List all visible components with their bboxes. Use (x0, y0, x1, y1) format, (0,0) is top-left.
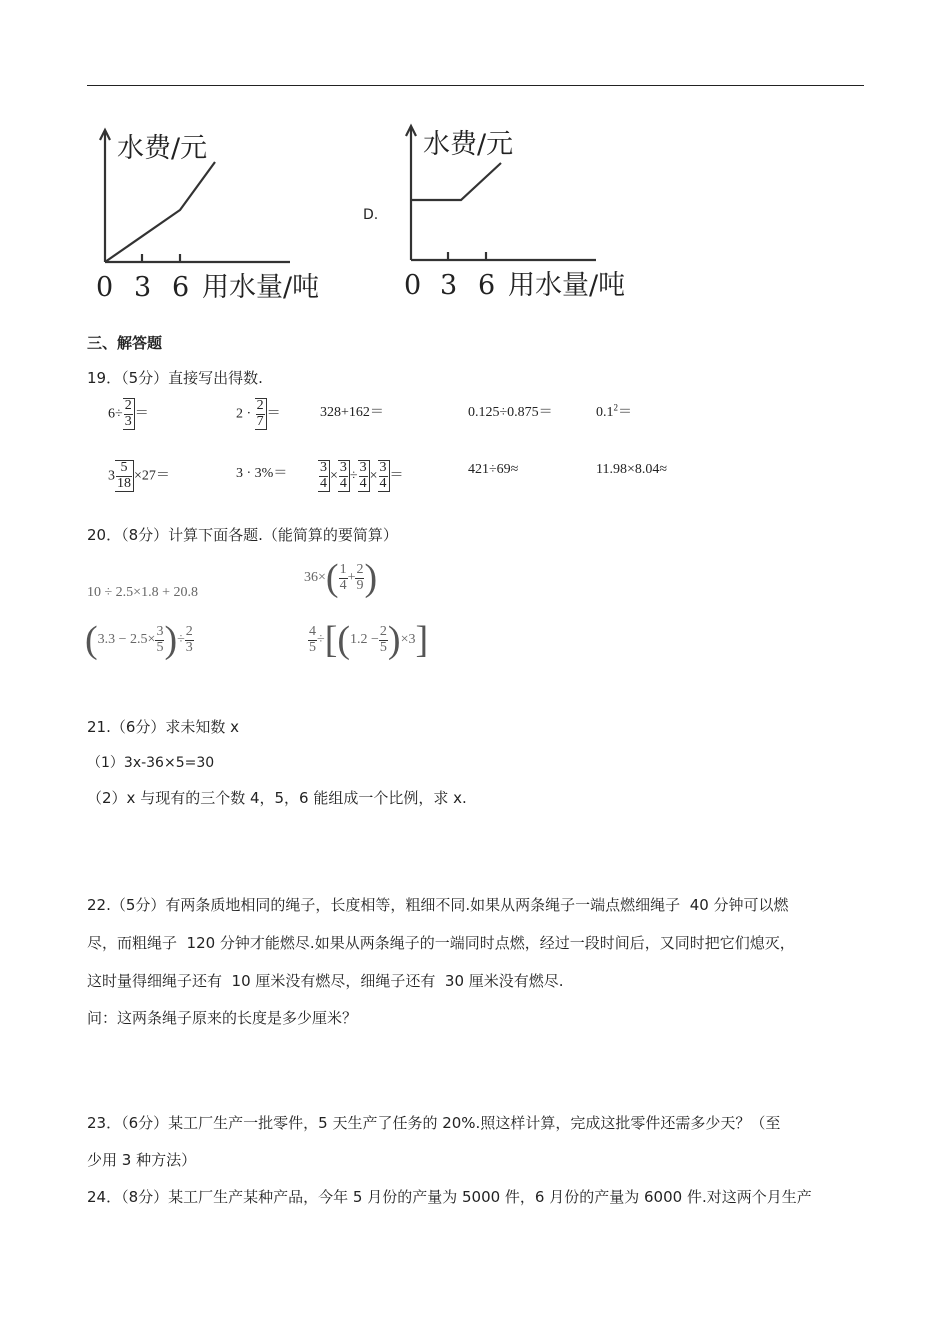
numerator: 3 (156, 623, 164, 639)
left-paren: ( (337, 619, 350, 661)
q19-r1-b-eq: ＝ (266, 406, 281, 422)
numerator: 3 (339, 460, 347, 475)
q19-title: 19．（5分）直接写出得数. (87, 369, 263, 387)
denominator: 4 (320, 475, 327, 491)
numerator: 2 (256, 398, 264, 413)
prefix: 36× (304, 570, 326, 586)
exponent: 2 (613, 402, 618, 413)
denominator: 4 (379, 475, 387, 491)
q19-r1-a (108, 398, 149, 430)
eq: ＝ (389, 468, 404, 484)
water-fee-graph-c (90, 122, 360, 307)
right-paren: ) (364, 557, 378, 599)
q19-r2-c (318, 460, 404, 492)
q19-r1-a-eq: ＝ (134, 406, 149, 422)
q19-r2-a (108, 460, 170, 492)
y-axis-label: 水费/元 (117, 133, 208, 164)
numerator: 4 (309, 623, 316, 639)
fee-line (411, 163, 501, 200)
divide: ÷ (317, 632, 325, 648)
q21-part-1: （1）3x-36×5=30 (87, 755, 215, 771)
denominator: 4 (339, 475, 347, 491)
q19-r1-b-prefix: 2 · (236, 406, 255, 422)
q19-r1-b (236, 398, 281, 430)
numerator: 2 (379, 623, 387, 639)
right-paren: ) (164, 619, 178, 661)
denominator: 4 (339, 577, 347, 593)
q19-r1-a-prefix: 6÷ (108, 406, 123, 422)
q22-line-2: 尽，而粗绳子 120 分钟才能燃尽.如果从两条绳子的一端同时点燃，经过一段时间后，又同时把它们熄灭， (87, 934, 795, 952)
section-title: 三、解答题 (87, 334, 163, 352)
fraction-4 (378, 460, 390, 492)
q19-r1-d: 0.125÷0.875＝ (468, 405, 553, 420)
tick-label-3: 3 (134, 272, 152, 303)
divide: ÷ (349, 468, 358, 484)
denominator: 3 (124, 413, 132, 429)
q24-line-1: 24．（8分）某工厂生产某种产品，今年 5 月份的产量为 5000 件，6 月份的产量为 6000 件.对这两个月生产 (87, 1188, 812, 1206)
denominator: 5 (309, 639, 316, 655)
denominator: 5 (379, 639, 387, 655)
eq: ＝ (618, 405, 632, 420)
tick-label-0: 0 (404, 270, 422, 301)
denominator: 18 (117, 475, 131, 491)
right-paren: ) (387, 619, 401, 661)
base: 0.1 (596, 405, 614, 420)
q19-r2-a-fraction (115, 460, 134, 492)
x-axis-label: 用水量/吨 (202, 272, 320, 303)
q20-expr-2 (304, 556, 377, 600)
q20-expr-1: 10 ÷ 2.5×1.8 + 20.8 (87, 585, 198, 600)
fraction-1 (318, 460, 330, 492)
left-bracket: [ (324, 619, 338, 661)
tail: ×3 (400, 632, 416, 648)
whole: 3 (108, 468, 115, 484)
q19-r2-d: 421÷69≈ (468, 462, 519, 477)
q19-r2-b: 3 · 3%＝ (236, 466, 288, 481)
tick-label-6: 6 (478, 270, 496, 301)
header-rule (87, 85, 864, 86)
numerator: 2 (185, 623, 193, 639)
denominator: 5 (156, 639, 164, 655)
denominator: 9 (356, 577, 364, 593)
numerator: 3 (320, 460, 327, 475)
left-paren: ( (325, 557, 339, 599)
right-bracket: ] (415, 619, 429, 661)
q21-title: 21.（6分）求未知数 x (87, 718, 240, 736)
plus: + (347, 570, 356, 586)
numerator: 2 (356, 561, 364, 577)
fraction-2 (338, 460, 350, 492)
tick-label-0: 0 (96, 272, 114, 303)
tick-label-6: 6 (172, 272, 190, 303)
q20-expr-4 (308, 618, 428, 662)
denominator: 7 (256, 413, 264, 429)
option-d-label: D. (363, 207, 379, 223)
divide: ÷ (177, 632, 185, 648)
q19-r2-e: 11.98×8.04≈ (596, 462, 668, 477)
fraction-2 (185, 625, 194, 655)
tick-label-3: 3 (440, 270, 458, 301)
q22-line-1: 22.（5分）有两条质地相同的绳子，长度相等，粗细不同.如果从两条绳子一端点燃细绳子 40 分钟可以燃 (87, 896, 789, 914)
fee-line (105, 162, 215, 262)
inner: 1.2 − (350, 632, 379, 648)
q21-part-2: （2）x 与现有的三个数 4，5，6 能组成一个比例，求 x. (87, 789, 467, 807)
numerator: 1 (339, 561, 347, 577)
y-axis-label: 水费/元 (423, 129, 514, 160)
x-axis-label: 用水量/吨 (508, 270, 626, 301)
left-part: 3.3 − 2.5× (97, 632, 156, 648)
q22-line-4: 问：这两条绳子原来的长度是多少厘米？ (87, 1009, 358, 1027)
numerator: 5 (120, 460, 128, 475)
q20-title: 20．（8分）计算下面各题.（能简算的要简算） (87, 526, 398, 544)
suffix: ×27＝ (134, 468, 170, 484)
fraction-1 (339, 563, 348, 593)
denominator: 4 (359, 475, 367, 491)
times: × (330, 468, 338, 484)
fraction-3 (358, 460, 370, 492)
fraction-1 (308, 625, 317, 655)
q19-r1-a-fraction (123, 398, 135, 430)
times: × (369, 468, 378, 484)
q22-line-3: 这时量得细绳子还有 10 厘米没有燃尽，细绳子还有 30 厘米没有燃尽. (87, 972, 564, 990)
fraction-2 (379, 625, 388, 655)
q19-r1-e (596, 401, 632, 421)
q23-line-1: 23．（6分）某工厂生产一批零件，5 天生产了任务的 20%.照这样计算，完成这批零件还需多少天？（至 (87, 1114, 781, 1132)
q20-expr-3 (85, 618, 194, 662)
q19-r1-c: 328+162＝ (320, 405, 384, 420)
numerator: 2 (124, 398, 132, 413)
water-fee-graph-d (396, 118, 668, 306)
numerator: 3 (379, 460, 387, 475)
left-paren: ( (85, 619, 98, 661)
denominator: 3 (185, 639, 193, 655)
numerator: 3 (359, 460, 367, 475)
q19-r1-b-fraction (255, 398, 267, 430)
q23-line-2: 少用 3 种方法） (87, 1151, 197, 1169)
